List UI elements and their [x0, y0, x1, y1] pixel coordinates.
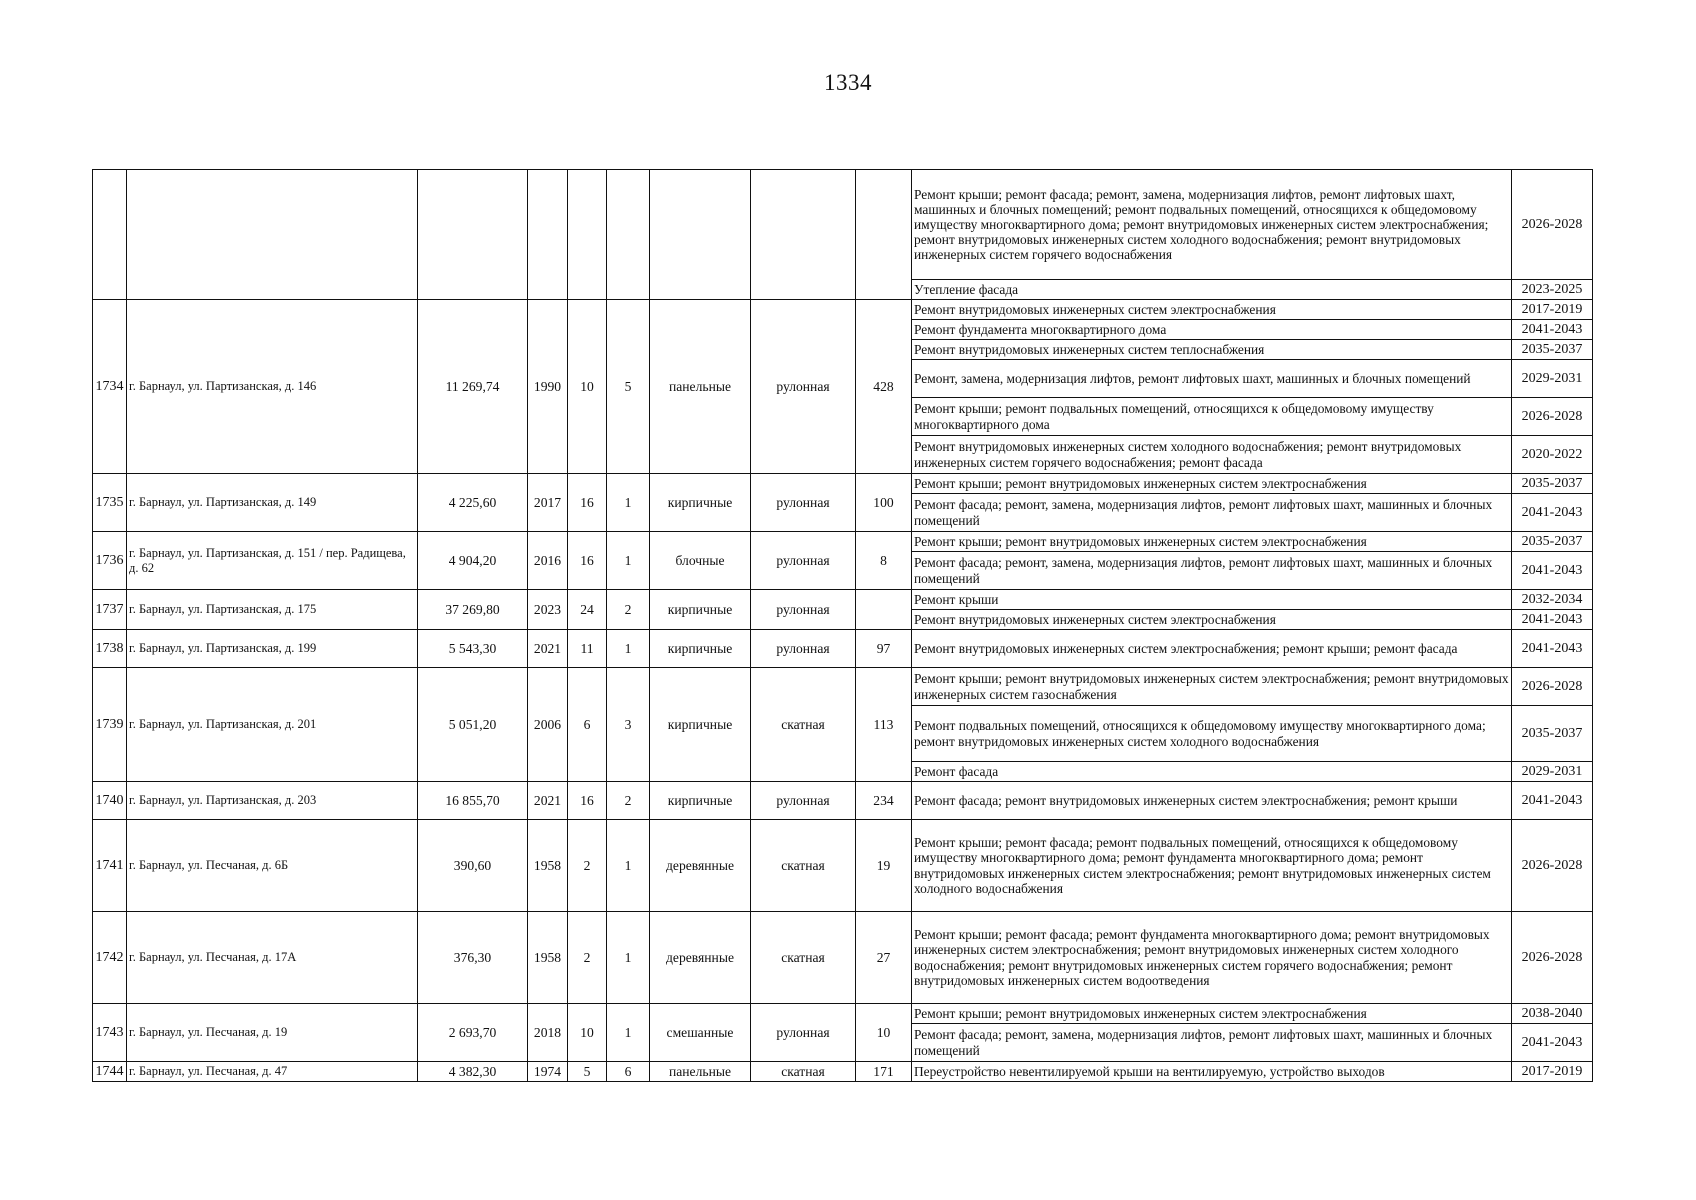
entrances-cell: 2 [607, 782, 650, 820]
wall-material-cell: кирпичные [650, 782, 751, 820]
repair-work-cell: Ремонт внутридомовых инженерных систем электроснабжения [912, 300, 1512, 320]
table-row [93, 668, 1593, 706]
table-row [93, 782, 1593, 820]
floors-cell: 2 [568, 820, 607, 912]
repair-work-cell: Ремонт крыши; ремонт фасада; ремонт, замена, модернизация лифтов, ремонт лифтовых шахт, машинных и блочных помещений; ремонт подвальных помещений, относящихся к общедомовому имуществу многоквартирного дома; ремонт внутридомовых инженерных систем электроснабжения; ремонт внутридомовых инженерных систем холодного водоснабжения; ремонт внутридомовых инженерных систем горячего водоснабжения [912, 170, 1512, 280]
repair-period-cell: 2035-2037 [1512, 532, 1593, 552]
repair-work-cell: Ремонт фасада; ремонт, замена, модернизация лифтов, ремонт лифтовых шахт, машинных и блочных помещений [912, 552, 1512, 590]
apartments-cell: 234 [856, 782, 912, 820]
repair-work-cell: Ремонт фасада; ремонт, замена, модернизация лифтов, ремонт лифтовых шахт, машинных и блочных помещений [912, 494, 1512, 532]
repair-period-cell: 2017-2019 [1512, 300, 1593, 320]
entrances-cell: 1 [607, 630, 650, 668]
address-cell: г. Барнаул, ул. Партизанская, д. 201 [127, 668, 418, 782]
repair-period-cell: 2026-2028 [1512, 668, 1593, 706]
row-number: 1734 [93, 300, 127, 474]
year-cell: 2016 [528, 532, 568, 590]
roof-type-cell: скатная [751, 912, 856, 1004]
repair-work-cell: Ремонт крыши; ремонт внутридомовых инженерных систем электроснабжения [912, 532, 1512, 552]
row-number: 1741 [93, 820, 127, 912]
area-cell: 2 693,70 [418, 1004, 528, 1062]
address-cell: г. Барнаул, ул. Песчаная, д. 17А [127, 912, 418, 1004]
floors-cell: 16 [568, 532, 607, 590]
repair-period-cell: 2041-2043 [1512, 1024, 1593, 1062]
entrances-cell: 2 [607, 590, 650, 630]
repair-period-cell: 2026-2028 [1512, 170, 1593, 280]
area-cell: 4 225,60 [418, 474, 528, 532]
year-cell: 2006 [528, 668, 568, 782]
area-cell: 37 269,80 [418, 590, 528, 630]
entrances-cell: 6 [607, 1062, 650, 1082]
repair-period-cell: 2041-2043 [1512, 320, 1593, 340]
floors-cell: 6 [568, 668, 607, 782]
table-row [93, 820, 1593, 912]
entrances-cell [607, 170, 650, 300]
row-number: 1738 [93, 630, 127, 668]
table-row [93, 532, 1593, 552]
repair-period-cell: 2041-2043 [1512, 630, 1593, 668]
year-cell: 1958 [528, 912, 568, 1004]
floors-cell: 2 [568, 912, 607, 1004]
repair-period-cell: 2020-2022 [1512, 436, 1593, 474]
roof-type-cell: рулонная [751, 300, 856, 474]
apartments-cell: 8 [856, 532, 912, 590]
area-cell: 4 904,20 [418, 532, 528, 590]
apartments-cell: 171 [856, 1062, 912, 1082]
address-cell: г. Барнаул, ул. Партизанская, д. 146 [127, 300, 418, 474]
repair-period-cell: 2026-2028 [1512, 398, 1593, 436]
address-cell: г. Барнаул, ул. Партизанская, д. 151 / пер. Радищева, д. 62 [127, 532, 418, 590]
apartments-cell: 27 [856, 912, 912, 1004]
area-cell: 5 051,20 [418, 668, 528, 782]
repair-work-cell: Ремонт крыши; ремонт внутридомовых инженерных систем электроснабжения [912, 474, 1512, 494]
table-body [93, 170, 1593, 1082]
year-cell: 1974 [528, 1062, 568, 1082]
apartments-cell: 97 [856, 630, 912, 668]
floors-cell [568, 170, 607, 300]
address-cell: г. Барнаул, ул. Партизанская, д. 199 [127, 630, 418, 668]
entrances-cell: 1 [607, 912, 650, 1004]
repair-period-cell: 2029-2031 [1512, 360, 1593, 398]
apartments-cell: 100 [856, 474, 912, 532]
table-row [93, 1004, 1593, 1024]
apartments-cell: 10 [856, 1004, 912, 1062]
wall-material-cell: панельные [650, 300, 751, 474]
repair-work-cell: Ремонт внутридомовых инженерных систем холодного водоснабжения; ремонт внутридомовых инженерных систем горячего водоснабжения; ремонт фасада [912, 436, 1512, 474]
table-row [93, 170, 1593, 280]
address-cell: г. Барнаул, ул. Партизанская, д. 149 [127, 474, 418, 532]
entrances-cell: 1 [607, 474, 650, 532]
wall-material-cell: кирпичные [650, 630, 751, 668]
roof-type-cell: рулонная [751, 630, 856, 668]
area-cell [418, 170, 528, 300]
repair-work-cell: Ремонт крыши; ремонт внутридомовых инженерных систем электроснабжения [912, 1004, 1512, 1024]
floors-cell: 10 [568, 1004, 607, 1062]
repair-work-cell: Ремонт подвальных помещений, относящихся к общедомовому имуществу многоквартирного дома; ремонт внутридомовых инженерных систем холодного водоснабжения [912, 706, 1512, 762]
floors-cell: 16 [568, 474, 607, 532]
table-row [93, 300, 1593, 320]
roof-type-cell: скатная [751, 820, 856, 912]
repair-period-cell: 2023-2025 [1512, 280, 1593, 300]
wall-material-cell: деревянные [650, 912, 751, 1004]
address-cell: г. Барнаул, ул. Партизанская, д. 203 [127, 782, 418, 820]
repair-work-cell: Ремонт фасада; ремонт, замена, модернизация лифтов, ремонт лифтовых шахт, машинных и блочных помещений [912, 1024, 1512, 1062]
repair-period-cell: 2026-2028 [1512, 820, 1593, 912]
repair-period-cell: 2017-2019 [1512, 1062, 1593, 1082]
row-number: 1743 [93, 1004, 127, 1062]
entrances-cell: 1 [607, 532, 650, 590]
table-row [93, 1062, 1593, 1082]
repair-work-cell: Ремонт крыши; ремонт внутридомовых инженерных систем электроснабжения; ремонт внутридомовых инженерных систем газоснабжения [912, 668, 1512, 706]
roof-type-cell [751, 170, 856, 300]
row-number: 1744 [93, 1062, 127, 1082]
wall-material-cell: кирпичные [650, 590, 751, 630]
repair-work-cell: Ремонт крыши; ремонт фасада; ремонт фундамента многоквартирного дома; ремонт внутридомовых инженерных систем электроснабжения; ремонт внутридомовых инженерных систем холодного водоснабжения; ремонт внутридомовых инженерных систем горячего водоснабжения; ремонт внутридомовых инженерных систем водоотведения [912, 912, 1512, 1004]
repair-work-cell: Ремонт крыши [912, 590, 1512, 610]
area-cell: 4 382,30 [418, 1062, 528, 1082]
area-cell: 11 269,74 [418, 300, 528, 474]
address-cell: г. Барнаул, ул. Партизанская, д. 175 [127, 590, 418, 630]
repair-period-cell: 2029-2031 [1512, 762, 1593, 782]
roof-type-cell: скатная [751, 1062, 856, 1082]
repair-work-cell: Ремонт крыши; ремонт фасада; ремонт подвальных помещений, относящихся к общедомовому имуществу многоквартирного дома; ремонт фундамента многоквартирного дома; ремонт внутридомовых инженерных систем электроснабжения; ремонт внутридомовых инженерных систем холодного водоснабжения [912, 820, 1512, 912]
address-cell: г. Барнаул, ул. Песчаная, д. 47 [127, 1062, 418, 1082]
entrances-cell: 3 [607, 668, 650, 782]
repair-work-cell: Ремонт, замена, модернизация лифтов, ремонт лифтовых шахт, машинных и блочных помещений [912, 360, 1512, 398]
table-row [93, 590, 1593, 610]
table-row [93, 474, 1593, 494]
repair-period-cell: 2041-2043 [1512, 610, 1593, 630]
row-number: 1735 [93, 474, 127, 532]
apartments-cell: 19 [856, 820, 912, 912]
repair-period-cell: 2035-2037 [1512, 474, 1593, 494]
floors-cell: 11 [568, 630, 607, 668]
repair-work-cell: Ремонт фасада; ремонт внутридомовых инженерных систем электроснабжения; ремонт крыши [912, 782, 1512, 820]
repair-work-cell: Ремонт внутридомовых инженерных систем электроснабжения; ремонт крыши; ремонт фасада [912, 630, 1512, 668]
wall-material-cell: смешанные [650, 1004, 751, 1062]
row-number: 1737 [93, 590, 127, 630]
repair-period-cell: 2026-2028 [1512, 912, 1593, 1004]
repair-work-cell: Ремонт внутридомовых инженерных систем электроснабжения [912, 610, 1512, 630]
repair-work-cell: Переустройство невентилируемой крыши на вентилируемую, устройство выходов [912, 1062, 1512, 1082]
repair-work-cell: Утепление фасада [912, 280, 1512, 300]
year-cell: 2021 [528, 782, 568, 820]
row-number: 1740 [93, 782, 127, 820]
wall-material-cell: панельные [650, 1062, 751, 1082]
table-row [93, 912, 1593, 1004]
entrances-cell: 1 [607, 820, 650, 912]
roof-type-cell: рулонная [751, 782, 856, 820]
repair-work-cell: Ремонт внутридомовых инженерных систем теплоснабжения [912, 340, 1512, 360]
row-number [93, 170, 127, 300]
wall-material-cell: деревянные [650, 820, 751, 912]
entrances-cell: 5 [607, 300, 650, 474]
repair-period-cell: 2038-2040 [1512, 1004, 1593, 1024]
wall-material-cell: блочные [650, 532, 751, 590]
area-cell: 390,60 [418, 820, 528, 912]
wall-material-cell [650, 170, 751, 300]
floors-cell: 24 [568, 590, 607, 630]
year-cell: 1958 [528, 820, 568, 912]
housing-repair-table [92, 169, 1593, 1082]
area-cell: 16 855,70 [418, 782, 528, 820]
repair-period-cell: 2035-2037 [1512, 706, 1593, 762]
floors-cell: 16 [568, 782, 607, 820]
apartments-cell [856, 590, 912, 630]
repair-period-cell: 2035-2037 [1512, 340, 1593, 360]
apartments-cell [856, 170, 912, 300]
apartments-cell: 113 [856, 668, 912, 782]
repair-period-cell: 2041-2043 [1512, 552, 1593, 590]
floors-cell: 5 [568, 1062, 607, 1082]
repair-work-cell: Ремонт фундамента многоквартирного дома [912, 320, 1512, 340]
roof-type-cell: рулонная [751, 532, 856, 590]
roof-type-cell: рулонная [751, 474, 856, 532]
roof-type-cell: скатная [751, 668, 856, 782]
wall-material-cell: кирпичные [650, 668, 751, 782]
address-cell [127, 170, 418, 300]
year-cell: 2021 [528, 630, 568, 668]
year-cell: 2018 [528, 1004, 568, 1062]
area-cell: 5 543,30 [418, 630, 528, 668]
entrances-cell: 1 [607, 1004, 650, 1062]
apartments-cell: 428 [856, 300, 912, 474]
repair-work-cell: Ремонт крыши; ремонт подвальных помещений, относящихся к общедомовому имуществу многоквартирного дома [912, 398, 1512, 436]
repair-period-cell: 2041-2043 [1512, 494, 1593, 532]
year-cell [528, 170, 568, 300]
roof-type-cell: рулонная [751, 590, 856, 630]
row-number: 1736 [93, 532, 127, 590]
row-number: 1742 [93, 912, 127, 1004]
repair-period-cell: 2041-2043 [1512, 782, 1593, 820]
address-cell: г. Барнаул, ул. Песчаная, д. 19 [127, 1004, 418, 1062]
table-row [93, 630, 1593, 668]
address-cell: г. Барнаул, ул. Песчаная, д. 6Б [127, 820, 418, 912]
year-cell: 1990 [528, 300, 568, 474]
floors-cell: 10 [568, 300, 607, 474]
year-cell: 2023 [528, 590, 568, 630]
area-cell: 376,30 [418, 912, 528, 1004]
repair-work-cell: Ремонт фасада [912, 762, 1512, 782]
roof-type-cell: рулонная [751, 1004, 856, 1062]
row-number: 1739 [93, 668, 127, 782]
page-number: 1334 [824, 70, 872, 95]
repair-period-cell: 2032-2034 [1512, 590, 1593, 610]
year-cell: 2017 [528, 474, 568, 532]
wall-material-cell: кирпичные [650, 474, 751, 532]
